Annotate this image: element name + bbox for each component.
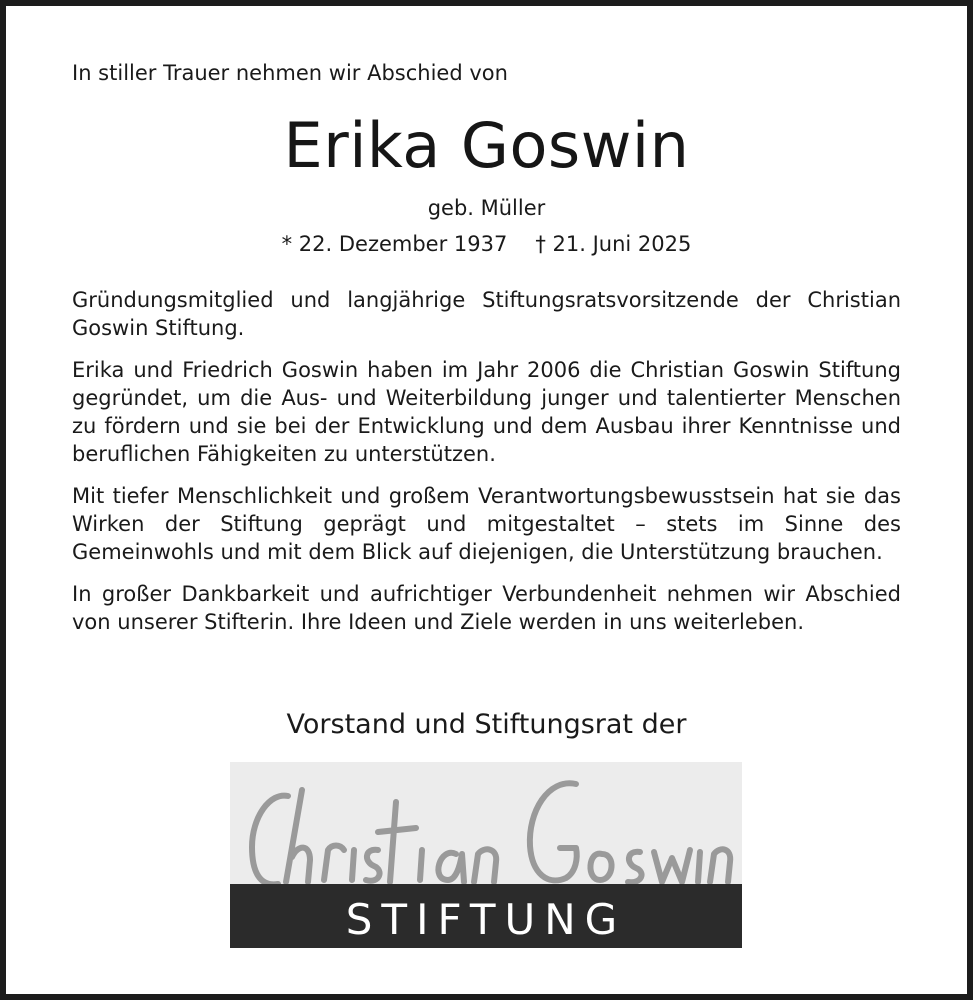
foundation-logo-graphic bbox=[230, 762, 742, 948]
maiden-name: geb. Müller bbox=[427, 196, 546, 220]
notice-body bbox=[72, 286, 901, 650]
signature-stroke bbox=[420, 850, 422, 880]
signature-stroke bbox=[698, 852, 700, 882]
paragraph-founding-member: Gründungsmitglied und langjährige Stiftungsratsvorsitzende der Christian Goswin Stiftung. bbox=[72, 288, 901, 340]
signature-stroke bbox=[352, 850, 354, 880]
paragraph-foundation-history: Erika und Friedrich Goswin haben im Jahr 2006 die Christian Goswin Stiftung gegründet, um die Aus- und Weiterbildung junger und talentierter Menschen zu fördern und sie bei der Entwicklung und dem Ausbau ihrer Kenntnisse und beruflichen Fähigkeiten zu unterstützen. bbox=[72, 358, 901, 466]
signatory-line: Vorstand und Stiftungsrat der bbox=[286, 709, 687, 740]
life-dates bbox=[6, 230, 967, 258]
birth-date: * 22. Dezember 1937 bbox=[281, 232, 508, 256]
intro-line: In stiller Trauer nehmen wir Abschied von bbox=[72, 61, 508, 85]
logo-band-text: STIFTUNG bbox=[345, 895, 627, 944]
paragraph-tribute: Mit tiefer Menschlichkeit und großem Verantwortungsbewusstsein hat sie das Wirken der Stiftung geprägt und mitgestaltet – stets im Sinne des Gemeinwohls und mit dem Blick auf diejenigen, die Unterstützung brauchen. bbox=[72, 484, 901, 564]
paragraph-farewell: In großer Dankbarkeit und aufrichtiger Verbundenheit nehmen wir Abschied von unserer Stifterin. Ihre Ideen und Ziele werden in uns weiterleben. bbox=[72, 582, 901, 634]
death-date: † 21. Juni 2025 bbox=[535, 232, 692, 256]
deceased-name: Erika Goswin bbox=[283, 109, 690, 182]
foundation-logo bbox=[230, 762, 742, 948]
